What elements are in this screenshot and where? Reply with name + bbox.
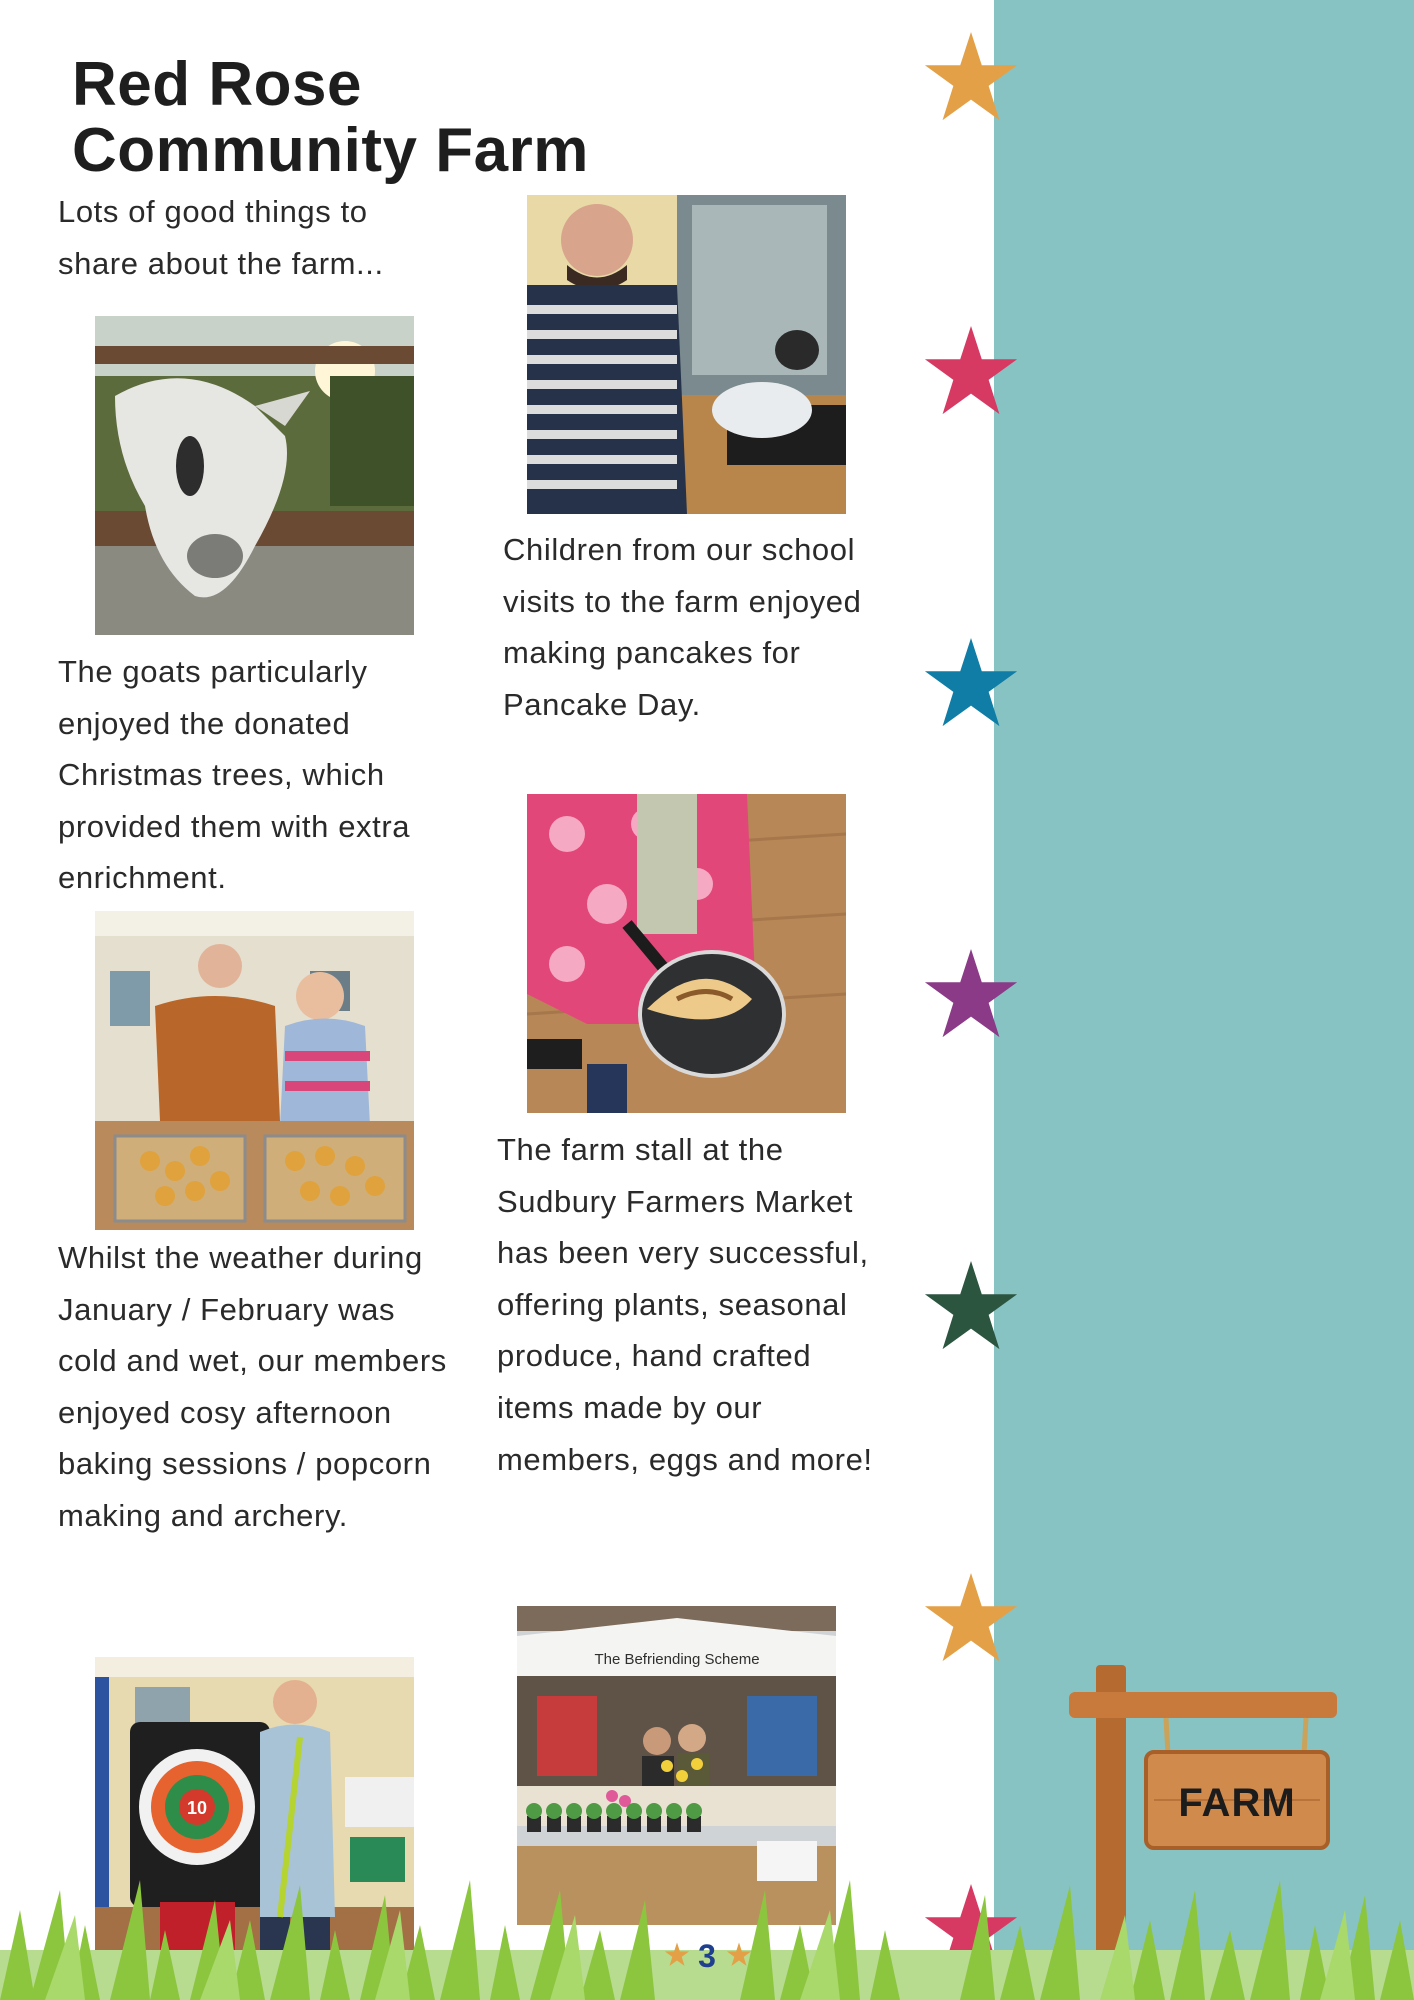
page-number: 3 (698, 1938, 716, 1974)
stall-paragraph: The farm stall at the Sudbury Farmers Market has been very successful, offering plants, seasonal produce, hand crafted items made by our members, eggs and more! (497, 1132, 873, 1477)
star-icon (922, 1259, 1020, 1357)
star-icon (726, 1942, 752, 1968)
weather-paragraph: Whilst the weather during January / February was cold and wet, our members enjoyed cosy afternoon baking sessions / popcorn making and archery. (58, 1240, 447, 1533)
goat-photo (95, 316, 414, 635)
target-center-label: 10 (186, 1798, 208, 1818)
title-line-2: Community Farm (72, 116, 589, 185)
grass-decoration (0, 1870, 1414, 2000)
pancake-making-photo (527, 195, 846, 514)
pancakes-paragraph: Children from our school visits to the farm enjoyed making pancakes for Pancake Day. (503, 532, 862, 722)
pancake-pan-photo (527, 794, 846, 1113)
goats-paragraph: The goats particularly enjoyed the donated Christmas trees, which provided them with extra enrichment. (58, 654, 411, 896)
star-icon (922, 1571, 1020, 1669)
star-icon (922, 947, 1020, 1045)
farm-sign-label: FARM (1178, 1781, 1296, 1825)
star-icon (922, 324, 1020, 422)
star-icon (922, 30, 1020, 128)
intro-paragraph: Lots of good things to share about the farm... (58, 194, 384, 281)
page-title (72, 52, 589, 184)
star-icon (922, 636, 1020, 734)
stall-banner-text: The Befriending Scheme (594, 1651, 760, 1668)
title-line-1: Red Rose (72, 50, 362, 119)
baking-session-photo (95, 911, 414, 1230)
